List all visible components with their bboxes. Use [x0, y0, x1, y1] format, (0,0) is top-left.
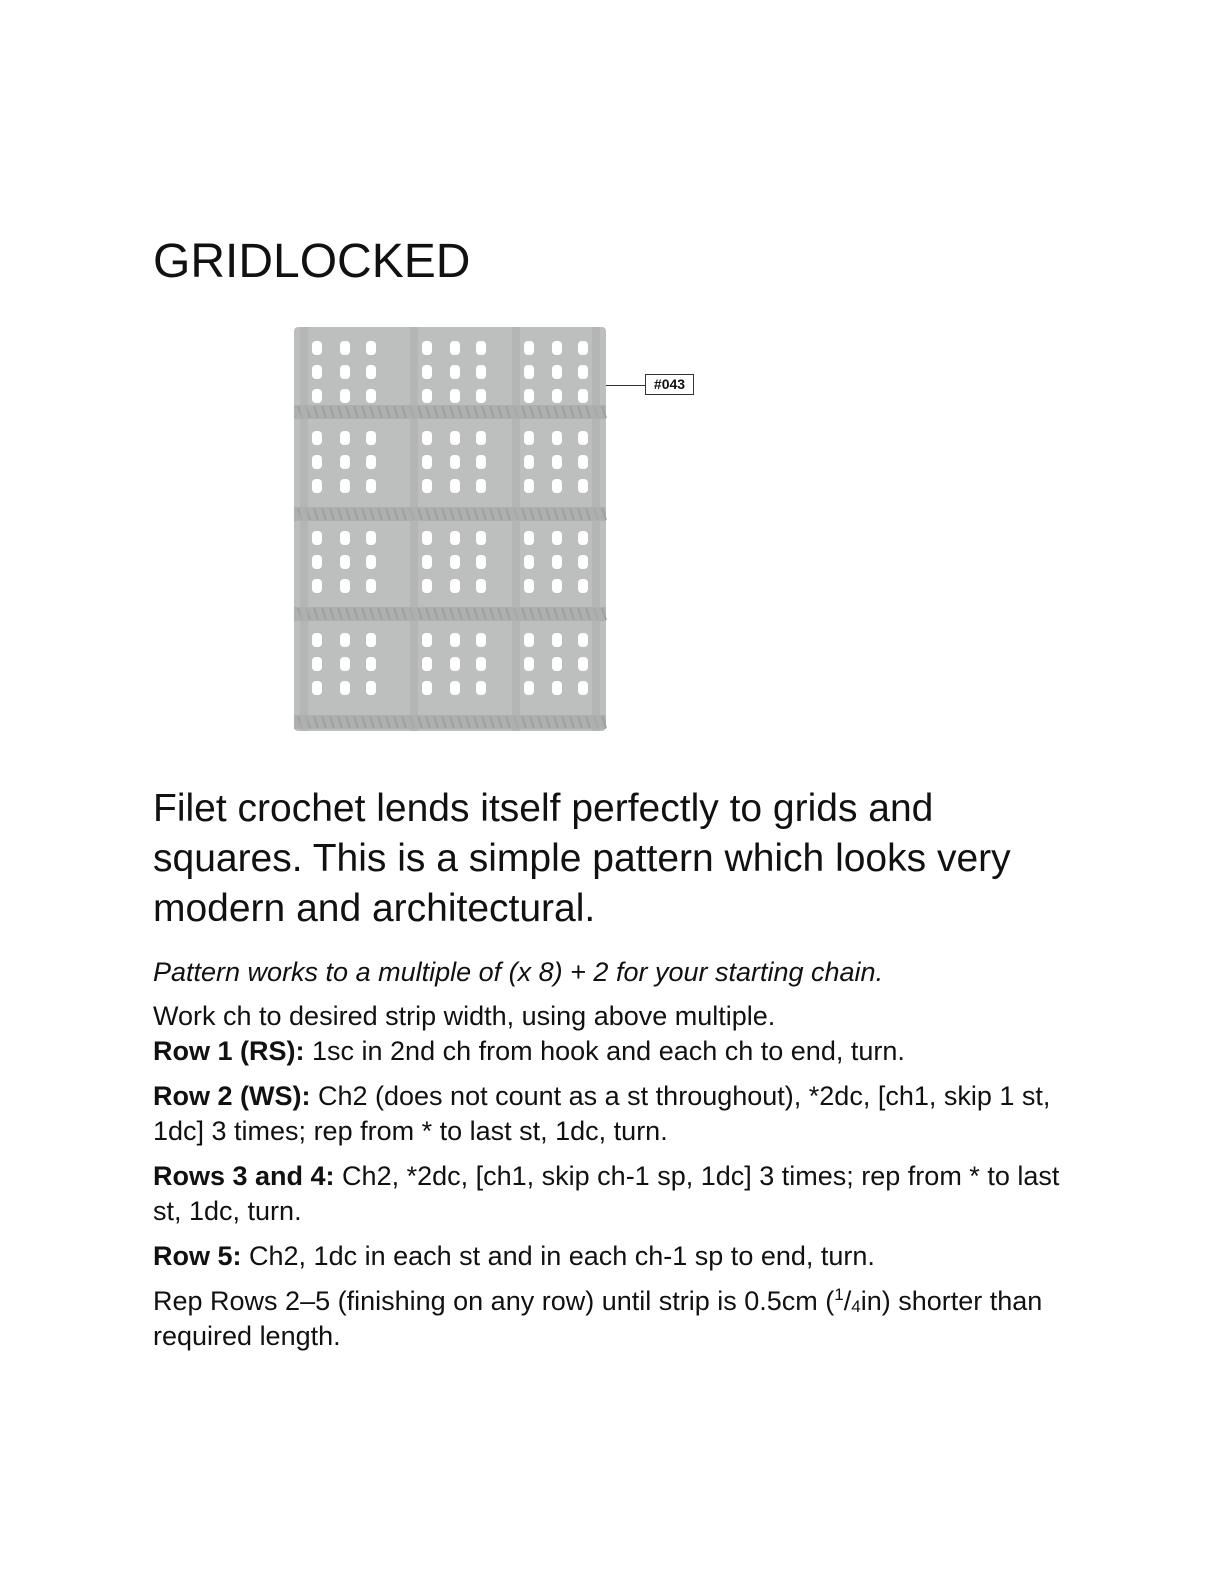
mesh-hole	[422, 633, 432, 647]
mesh-hole	[312, 479, 322, 493]
mesh-hole	[340, 531, 350, 545]
mesh-hole	[422, 455, 432, 469]
mesh-hole	[476, 479, 486, 493]
intro-paragraph: Filet crochet lends itself perfectly to grids and squares. This is a simple pattern which looks very modern and architectural.	[153, 787, 1011, 930]
mesh-hole	[366, 681, 376, 695]
mesh-hole	[552, 633, 562, 647]
mesh-hole	[340, 633, 350, 647]
mesh-hole	[422, 555, 432, 569]
repeat-text-after: in) shorter than required length.	[153, 1286, 1043, 1351]
mesh-hole	[578, 633, 588, 647]
mesh-hole	[578, 579, 588, 593]
rows-3-4-label: Rows 3 and 4:	[153, 1161, 335, 1191]
mesh-hole	[450, 389, 460, 403]
multiple-note: Pattern works to a multiple of (x 8) + 2 for your starting chain.	[153, 957, 884, 987]
mesh-hole	[312, 555, 322, 569]
mesh-hole	[524, 365, 534, 379]
mesh-hole	[450, 681, 460, 695]
mesh-hole	[552, 431, 562, 445]
mesh-hole	[366, 455, 376, 469]
mesh-hole	[422, 365, 432, 379]
mesh-hole	[366, 479, 376, 493]
mesh-hole	[552, 555, 562, 569]
mesh-hole	[476, 341, 486, 355]
mesh-hole	[552, 341, 562, 355]
mesh-hole	[366, 555, 376, 569]
swatch-number-tag: #043	[645, 374, 694, 395]
mesh-hole	[476, 365, 486, 379]
mesh-hole	[578, 431, 588, 445]
mesh-hole	[552, 455, 562, 469]
mesh-hole	[422, 681, 432, 695]
mesh-hole	[524, 389, 534, 403]
mesh-hole	[450, 633, 460, 647]
mesh-hole	[524, 657, 534, 671]
mesh-hole	[552, 681, 562, 695]
repeat-instruction	[153, 1284, 1073, 1354]
mesh-hole	[450, 365, 460, 379]
mesh-hole	[312, 657, 322, 671]
fraction-numerator: 1	[834, 1285, 844, 1304]
crochet-swatch-photo	[292, 327, 610, 735]
mesh-hole	[366, 531, 376, 545]
repeat-text-before: Rep Rows 2–5 (finishing on any row) until strip is 0.5cm (	[153, 1286, 835, 1316]
mesh-hole	[450, 531, 460, 545]
mesh-hole	[476, 681, 486, 695]
mesh-hole	[312, 681, 322, 695]
solid-column	[592, 327, 600, 731]
mesh-hole	[578, 657, 588, 671]
mesh-hole	[366, 633, 376, 647]
mesh-hole	[422, 431, 432, 445]
row-2-label: Row 2 (WS):	[153, 1081, 311, 1111]
mesh-hole	[366, 579, 376, 593]
mesh-hole	[552, 389, 562, 403]
fraction-denominator: 4	[851, 1297, 861, 1316]
mesh-hole	[422, 657, 432, 671]
row-2-instruction	[153, 1079, 1073, 1149]
mesh-hole	[366, 365, 376, 379]
mesh-hole	[552, 579, 562, 593]
mesh-hole	[450, 431, 460, 445]
mesh-hole	[578, 555, 588, 569]
swatch-image	[292, 327, 610, 735]
mesh-hole	[524, 531, 534, 545]
mesh-hole	[340, 681, 350, 695]
mesh-hole	[340, 389, 350, 403]
row-5-instruction	[153, 1239, 1073, 1274]
row-2-text: Ch2 (does not count as a st throughout), *2dc, [ch1, skip 1 st, 1dc] 3 times; rep from * to last st, 1dc, turn.	[153, 1081, 1051, 1146]
mesh-hole	[422, 389, 432, 403]
mesh-hole	[422, 531, 432, 545]
mesh-hole	[578, 365, 588, 379]
mesh-hole	[422, 341, 432, 355]
pattern-instructions	[153, 955, 1073, 1354]
mesh-hole	[312, 365, 322, 379]
mesh-hole	[450, 555, 460, 569]
mesh-hole	[422, 479, 432, 493]
mesh-hole	[312, 633, 322, 647]
mesh-hole	[578, 479, 588, 493]
mesh-hole	[524, 681, 534, 695]
mesh-hole	[578, 341, 588, 355]
mesh-hole	[340, 341, 350, 355]
mesh-hole	[476, 389, 486, 403]
mesh-hole	[422, 579, 432, 593]
mesh-hole	[524, 431, 534, 445]
mesh-hole	[524, 455, 534, 469]
mesh-hole	[340, 365, 350, 379]
row-5-text: Ch2, 1dc in each st and in each ch-1 sp to end, turn.	[241, 1241, 875, 1271]
mesh-hole	[552, 479, 562, 493]
mesh-hole	[312, 531, 322, 545]
mesh-hole	[450, 579, 460, 593]
mesh-hole	[450, 479, 460, 493]
row-1-instruction	[153, 1034, 1073, 1069]
mesh-hole	[312, 341, 322, 355]
mesh-hole	[340, 431, 350, 445]
row-1-label: Row 1 (RS):	[153, 1036, 305, 1066]
mesh-hole	[476, 455, 486, 469]
mesh-hole	[476, 431, 486, 445]
mesh-hole	[524, 341, 534, 355]
solid-column	[410, 327, 418, 731]
pattern-title: GRIDLOCKED	[153, 235, 471, 288]
mesh-hole	[312, 431, 322, 445]
mesh-hole	[450, 341, 460, 355]
mesh-hole	[366, 389, 376, 403]
solid-column	[300, 327, 308, 731]
mesh-hole	[524, 479, 534, 493]
mesh-hole	[578, 681, 588, 695]
mesh-hole	[366, 341, 376, 355]
mesh-hole	[552, 365, 562, 379]
mesh-hole	[524, 579, 534, 593]
mesh-hole	[450, 455, 460, 469]
mesh-hole	[552, 531, 562, 545]
mesh-hole	[340, 657, 350, 671]
fraction-slash: /	[843, 1286, 852, 1316]
rows-3-4-instruction	[153, 1159, 1073, 1229]
mesh-hole	[476, 657, 486, 671]
mesh-hole	[476, 633, 486, 647]
rows-3-4-text: Ch2, *2dc, [ch1, skip ch-1 sp, 1dc] 3 times; rep from * to last st, 1dc, turn.	[153, 1161, 1060, 1226]
mesh-hole	[578, 455, 588, 469]
mesh-hole	[366, 431, 376, 445]
mesh-hole	[312, 455, 322, 469]
work-chain-instruction: Work ch to desired strip width, using above multiple.	[153, 1001, 776, 1031]
solid-column	[512, 327, 520, 731]
mesh-hole	[552, 657, 562, 671]
mesh-hole	[476, 579, 486, 593]
mesh-hole	[450, 657, 460, 671]
mesh-hole	[524, 555, 534, 569]
mesh-hole	[476, 531, 486, 545]
row-1-text: 1sc in 2nd ch from hook and each ch to end, turn.	[304, 1036, 905, 1066]
mesh-hole	[340, 579, 350, 593]
mesh-hole	[312, 579, 322, 593]
mesh-hole	[340, 555, 350, 569]
mesh-hole	[340, 479, 350, 493]
row-5-label: Row 5:	[153, 1241, 242, 1271]
mesh-hole	[578, 531, 588, 545]
mesh-hole	[312, 389, 322, 403]
swatch-callout-line	[606, 385, 646, 386]
mesh-hole	[476, 555, 486, 569]
mesh-hole	[366, 657, 376, 671]
mesh-hole	[340, 455, 350, 469]
mesh-hole	[578, 389, 588, 403]
mesh-hole	[524, 633, 534, 647]
